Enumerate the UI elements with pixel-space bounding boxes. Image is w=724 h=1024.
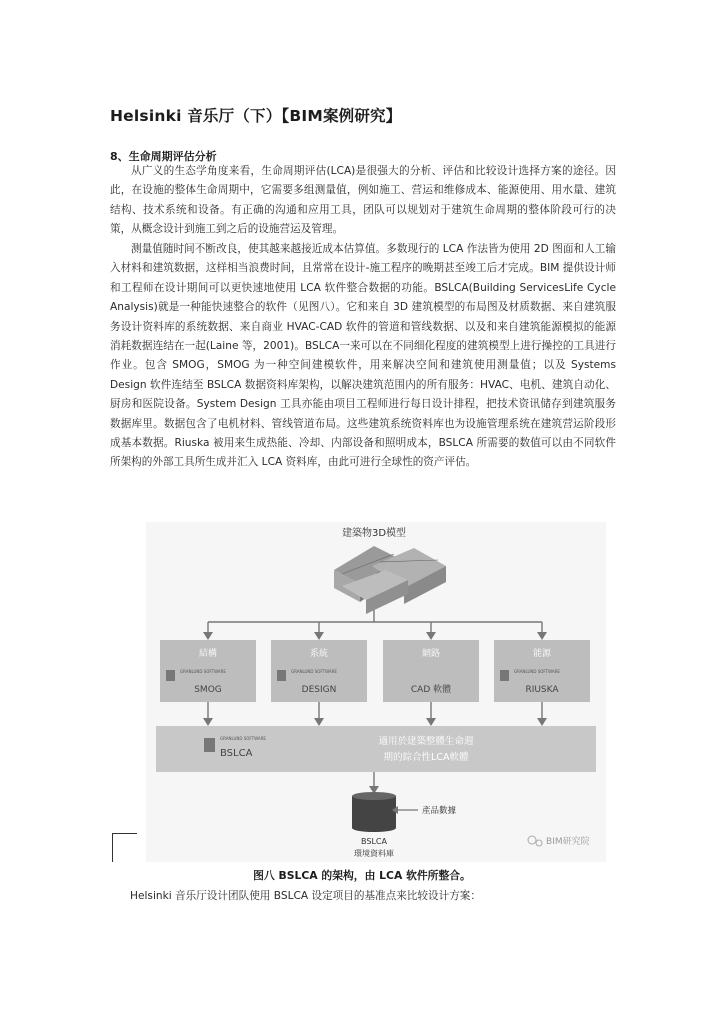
corner-mark [112, 833, 137, 862]
page-title: Helsinki 音乐厅（下）【BIM案例研究】 [110, 107, 402, 125]
closing-line: Helsinki 音乐厅设计团队使用 BSLCA 设定项目的基准点来比较设计方案： [130, 890, 481, 902]
product-data-label: 產品數據 [422, 806, 457, 816]
figure-caption: 图八 BSLCA 的架构，由 LCA 软件所整合。 [253, 869, 471, 882]
bslca-bar [156, 726, 596, 772]
bslca-desc-1: 適用於建築整體生命週 [378, 736, 474, 747]
bslca-desc-2: 期的綜合性LCA軟體 [383, 752, 469, 763]
architecture-diagram [146, 522, 606, 862]
db-label-1: BSLCA [361, 837, 387, 846]
module-header: 能源 [532, 649, 552, 659]
section-heading: 8、生命周期评估分析 [110, 150, 217, 163]
module-header: 結構 [198, 649, 218, 659]
module-vendor: GRANLUND SOFTWARE [180, 669, 226, 674]
bslca-vendor: GRANLUND SOFTWARE [220, 736, 266, 741]
module-box-smog [160, 640, 256, 702]
paragraph-1: 从广义的生态学角度来看，生命周期评估(LCA)是很强大的分析、评估和比较设计选择方案的途径。因此，在设施的整体生命周期中，它需要多组测量值，例如施工、营运和维修成本、能源使用、用水量、建筑结构、技术系统和设备。有正确的沟通和应用工具，团队可以规划对于建筑生命周期的整体阶段可行的决策，从概念设计到施工到之后的设施营运及管理。 [110, 165, 616, 236]
watermark-text: BIM研究院 [546, 837, 590, 847]
module-box-design [271, 640, 367, 702]
module-box-riuska [494, 640, 590, 702]
paragraph-2: 测量值随时间不断改良，使其越来越接近成本估算值。多数现行的 LCA 作法皆为使用 2D 图面和人工输入材料和建筑数据，这样相当浪费时间，且常常在设计-施工程序的晚期甚至竣工后才完成。BIM 提供设计师和工程师在设计期间可以更快速地使用 LCA 软件整合数据的功能。BSLCA(Building ServicesLife Cycle Analysis)就是一种能快速整合的软件（见图八）。它和来自 3D 建筑模型的布局图及材质数据、来自建筑服务设计资料库的系统数据、来自商业 HVAC-CAD 软件的管道和管线数据、以及和来自建筑能源模拟的能源消耗数据连结在一起(Laine 等，2001)。BSLCA一来可以在不同细化程度的建筑模型上进行操控的工具进行作业。包含 SMOG，SMOG 为一种空间建模软件，用来解决空间和建筑使用测量值；以及 Systems Design 软件连结至 BSLCA 数据资料库架构，以解决建筑范围内的所有服务：HVAC、电机、建筑自动化、厨房和医院设备。System Design 工具亦能由项目工程师进行每日设计排程，把技术资讯储存到建筑服务数据库里。数据包含了电机材料、管线管道布局。这些建筑系统资料库也为设施管理系统在建筑营运阶段形成基本数据。Riuska 被用来生成热能、冷却、内部设备和照明成本，BSLCA 所需要的数值可以由不同软件所架构的外部工具所生成并汇入 LCA 资料库，由此可进行全球性的资产评估。 [110, 243, 616, 469]
module-header: 系統 [309, 649, 329, 659]
module-box-cad [383, 640, 479, 702]
module-vendor: GRANLUND SOFTWARE [514, 669, 560, 674]
figure-bslca-architecture [146, 522, 606, 862]
module-name: CAD 軟體 [410, 685, 452, 695]
building-3d-model [334, 546, 446, 614]
db-label-2: 環境資料庫 [354, 849, 394, 858]
watermark [528, 835, 590, 847]
module-header: 網路 [421, 649, 441, 659]
module-name: DESIGN [301, 685, 337, 695]
model-label: 建築物3D模型 [341, 528, 407, 539]
bslca-name: BSLCA [220, 748, 253, 759]
module-name: SMOG [194, 685, 222, 695]
database-icon [352, 792, 396, 832]
module-vendor: GRANLUND SOFTWARE [291, 669, 337, 674]
module-name: RIUSKA [525, 685, 559, 695]
